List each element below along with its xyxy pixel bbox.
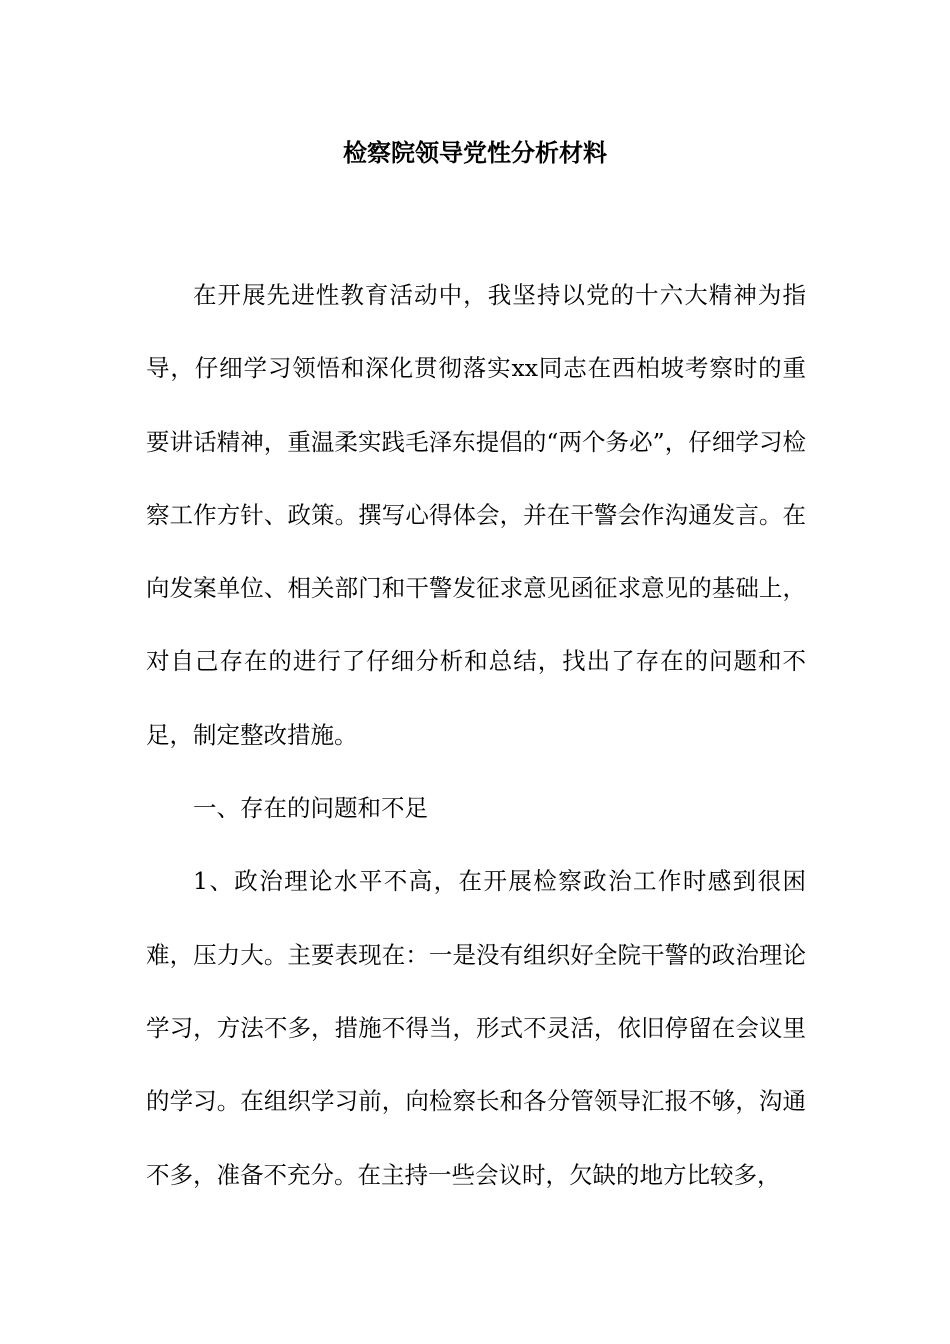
paragraph-point-1: 1、政治理论水平不高，在开展检察政治工作时感到很困难，压力大。主要表现在：一是没有组织好全院干警的政治理论学习，方法不多，措施不得当，形式不灵活，依旧停留在会议里的学习。在组织学习前，向检察长和各分管领导汇报不够，沟通不多，准备不充分。在主持一些会议时，欠缺的地方比较多， <box>146 867 806 1189</box>
document-title: 检察院领导党性分析材料 <box>343 138 607 167</box>
paragraph-intro: 在开展先进性教育活动中，我坚持以党的十六大精神为指导，仔细学习领悟和深化贯彻落实xx同志在西柏坡考察时的重要讲话精神，重温柔实践毛泽东提倡的“两个务必”，仔细学习检察工作方针、政策。撰写心得体会，并在干警会作沟通发言。在向发案单位、相关部门和干警发征求意见函征求意见的基础上，对自己存在的进行了仔细分析和总结，找出了存在的问题和不足，制定整改措施。 <box>146 281 806 749</box>
document-body <box>146 259 806 1212</box>
section-heading: 一、存在的问题和不足 <box>193 794 428 823</box>
